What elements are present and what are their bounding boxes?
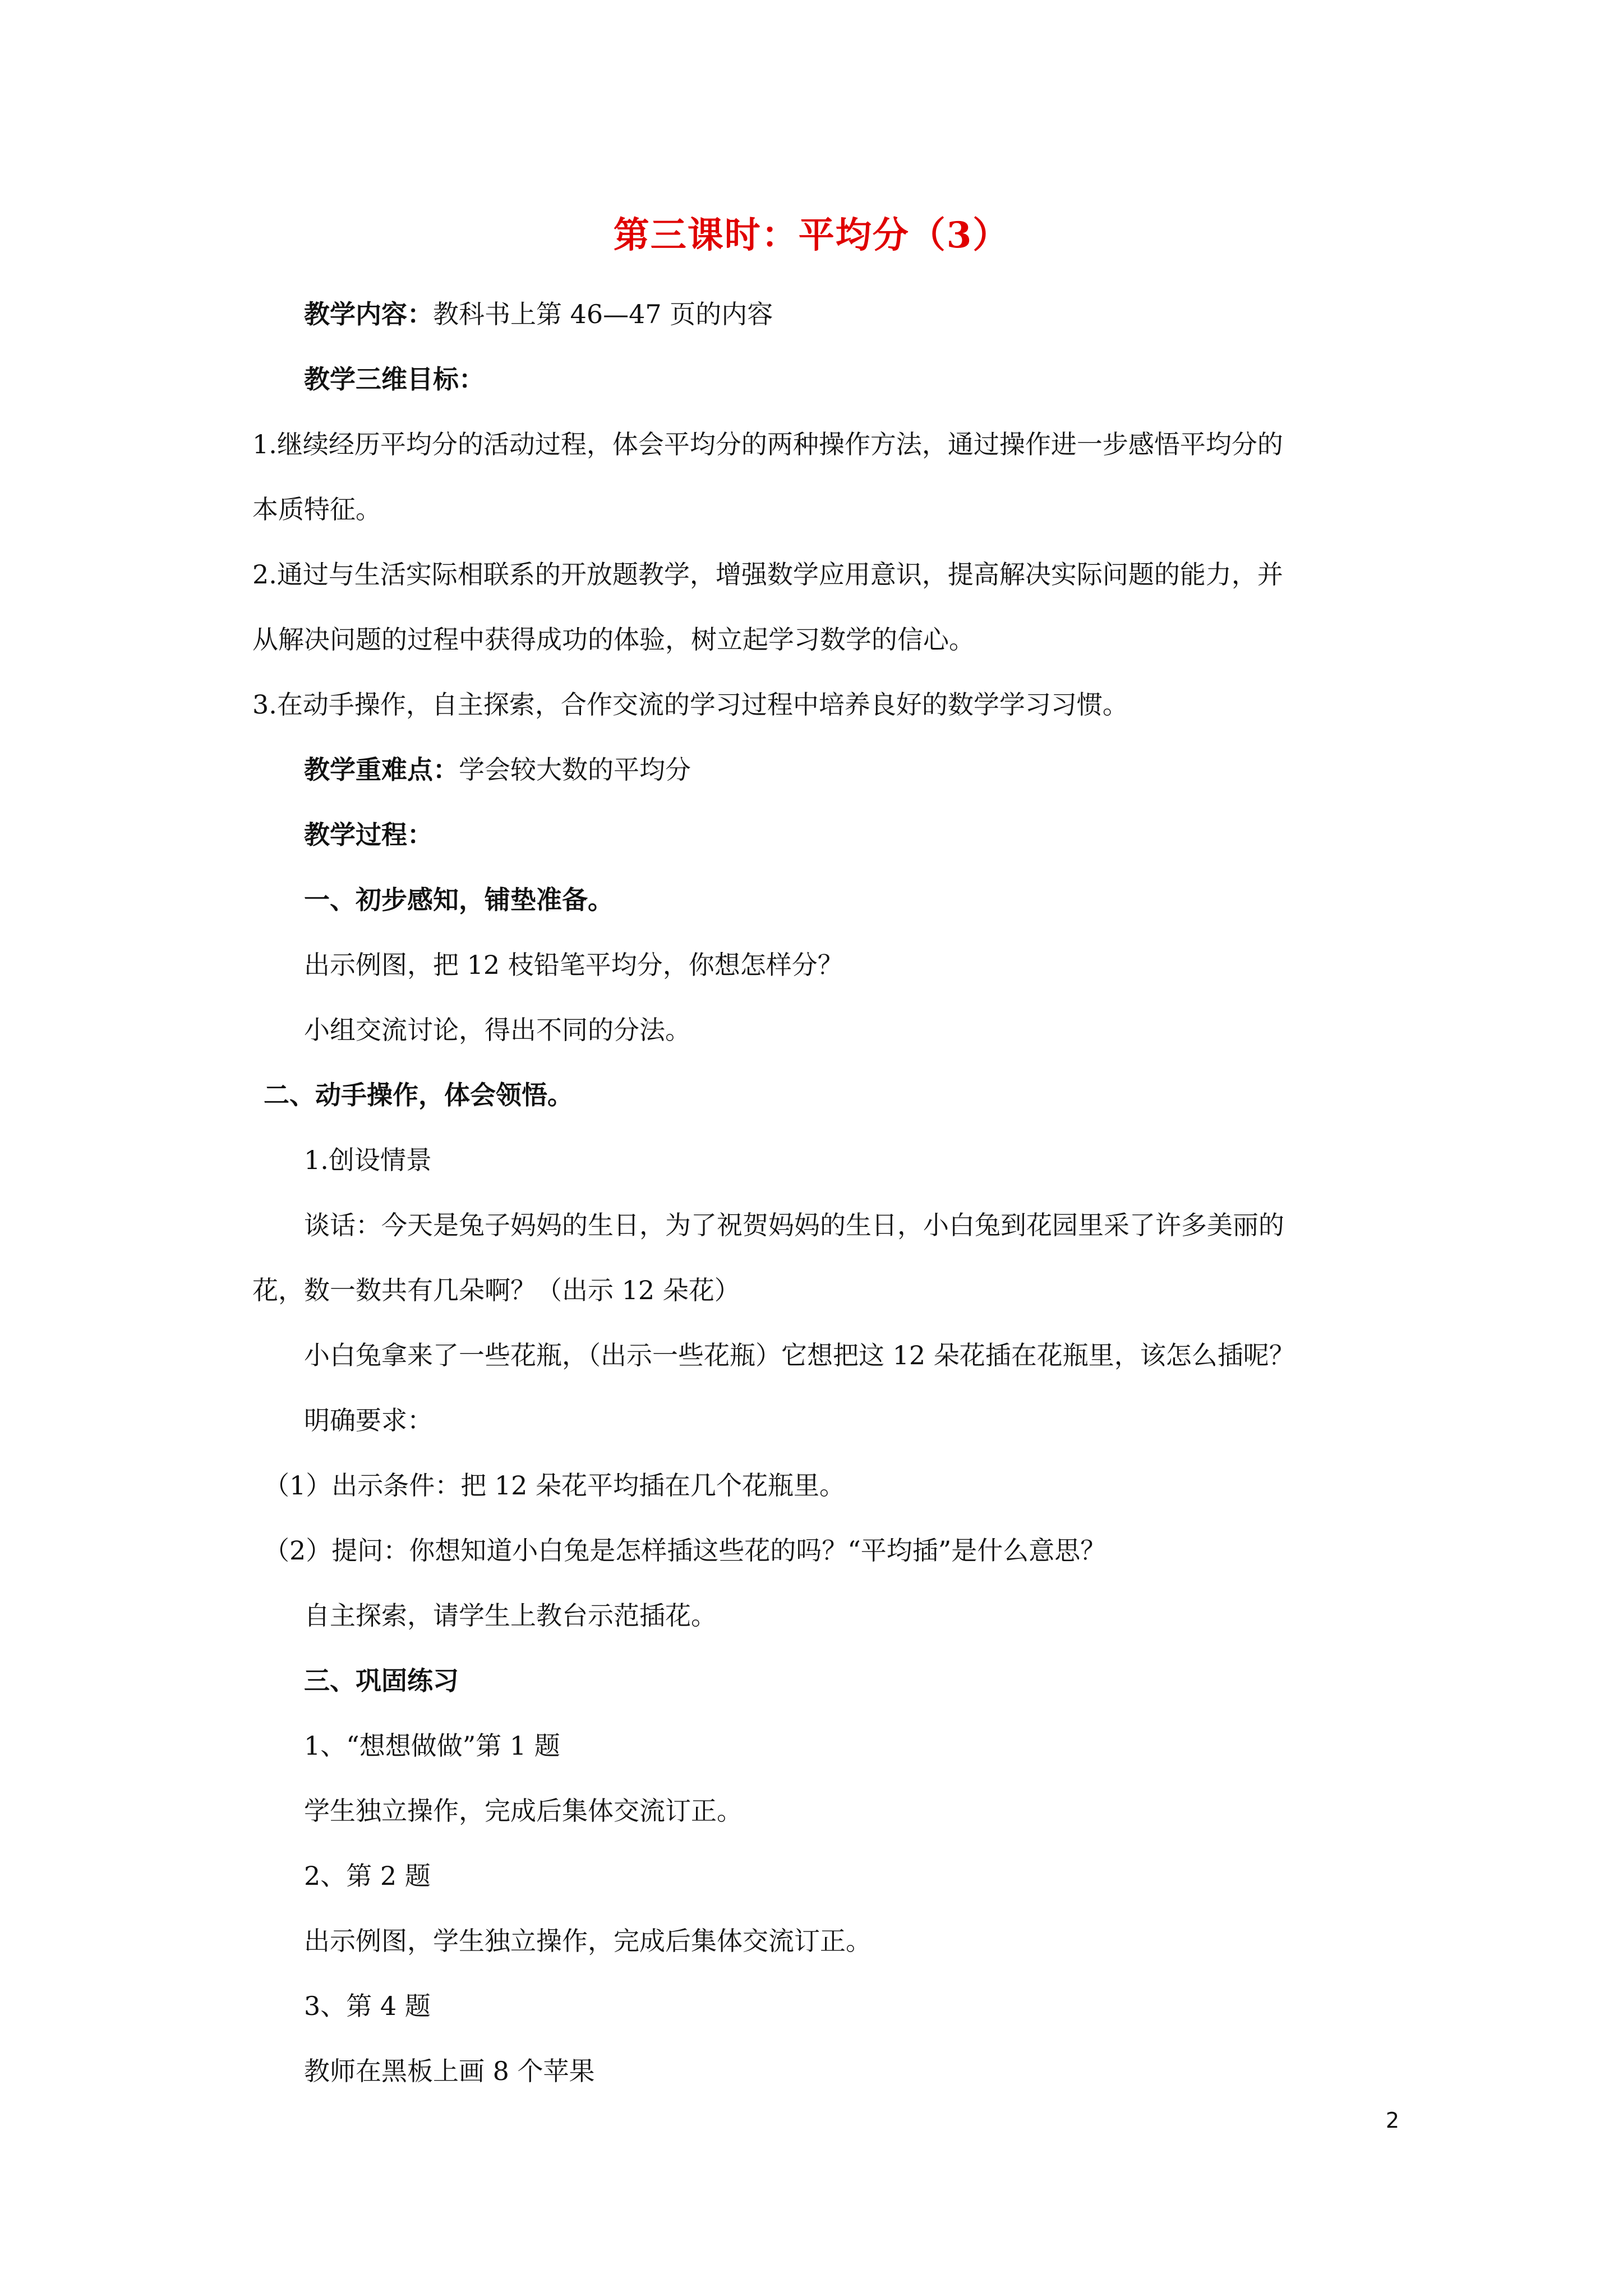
keypoint-text: 学会较大数的平均分 [459, 754, 691, 785]
section-2-talk-line-2: 花，数一数共有几朵啊？（出示 12 朵花） [252, 1275, 740, 1305]
section-2-talk-line-1: 谈话：今天是兔子妈妈的生日，为了祝贺妈妈的生日，小白兔到花园里采了许多美丽的 [304, 1210, 1284, 1240]
section-2-paragraph: （2）提问：你想知道小白兔是怎样插这些花的吗？“平均插”是什么意思？ [264, 1535, 1106, 1566]
section-3-paragraph: 教师在黑板上画 8 个苹果 [304, 2056, 595, 2086]
section-2-heading: 二、动手操作，体会领悟。 [264, 1080, 573, 1110]
section-2-paragraph: 小白兔拿来了一些花瓶，（出示一些花瓶）它想把这 12 朵花插在花瓶里，该怎么插呢？ [304, 1340, 1295, 1370]
content-line [304, 297, 1448, 331]
goals-heading: 教学三维目标： [304, 364, 485, 394]
keypoint-line [304, 753, 1448, 786]
section-2-paragraph: 自主探索，请学生上教台示范插花。 [304, 1600, 717, 1631]
section-3-paragraph: 1、“想想做做”第 1 题 [304, 1731, 560, 1761]
goal-1-line-1: 1.继续经历平均分的活动过程，体会平均分的两种操作方法，通过操作进一步感悟平均分的 [252, 429, 1283, 459]
goal-1-line-2: 本质特征。 [252, 494, 381, 524]
section-3-paragraph: 学生独立操作，完成后集体交流订正。 [304, 1796, 743, 1826]
section-1-paragraph: 出示例图，把 12 枝铅笔平均分，你想怎样分？ [304, 950, 843, 980]
section-3-paragraph: 3、第 4 题 [304, 1991, 431, 2021]
goal-2-line-2: 从解决问题的过程中获得成功的体验，树立起学习数学的信心。 [252, 624, 975, 655]
content-text: 教科书上第 46—47 页的内容 [433, 299, 773, 329]
section-3-paragraph: 2、第 2 题 [304, 1861, 431, 1891]
goal-2-line-1: 2.通过与生活实际相联系的开放题教学，增强数学应用意识，提高解决实际问题的能力，并 [252, 559, 1283, 590]
section-3-heading: 三、巩固练习 [304, 1665, 459, 1696]
keypoint-label: 教学重难点： [304, 754, 459, 785]
section-2-paragraph: （1）出示条件：把 12 朵花平均插在几个花瓶里。 [264, 1470, 846, 1501]
section-3-paragraph: 出示例图，学生独立操作，完成后集体交流订正。 [304, 1926, 872, 1956]
section-1-paragraph: 小组交流讨论，得出不同的分法。 [304, 1015, 691, 1045]
page-number: 2 [1385, 2108, 1399, 2133]
section-2-subheading: 1.创设情景 [304, 1145, 432, 1175]
page-title: 第三课时：平均分（3） [613, 214, 1010, 256]
section-2-paragraph: 明确要求： [304, 1405, 433, 1435]
process-heading: 教学过程： [304, 820, 433, 850]
section-1-heading: 一、初步感知，铺垫准备。 [304, 885, 614, 915]
goal-3: 3.在动手操作，自主探索，合作交流的学习过程中培养良好的数学学习习惯。 [252, 689, 1128, 720]
content-label: 教学内容： [304, 299, 433, 329]
